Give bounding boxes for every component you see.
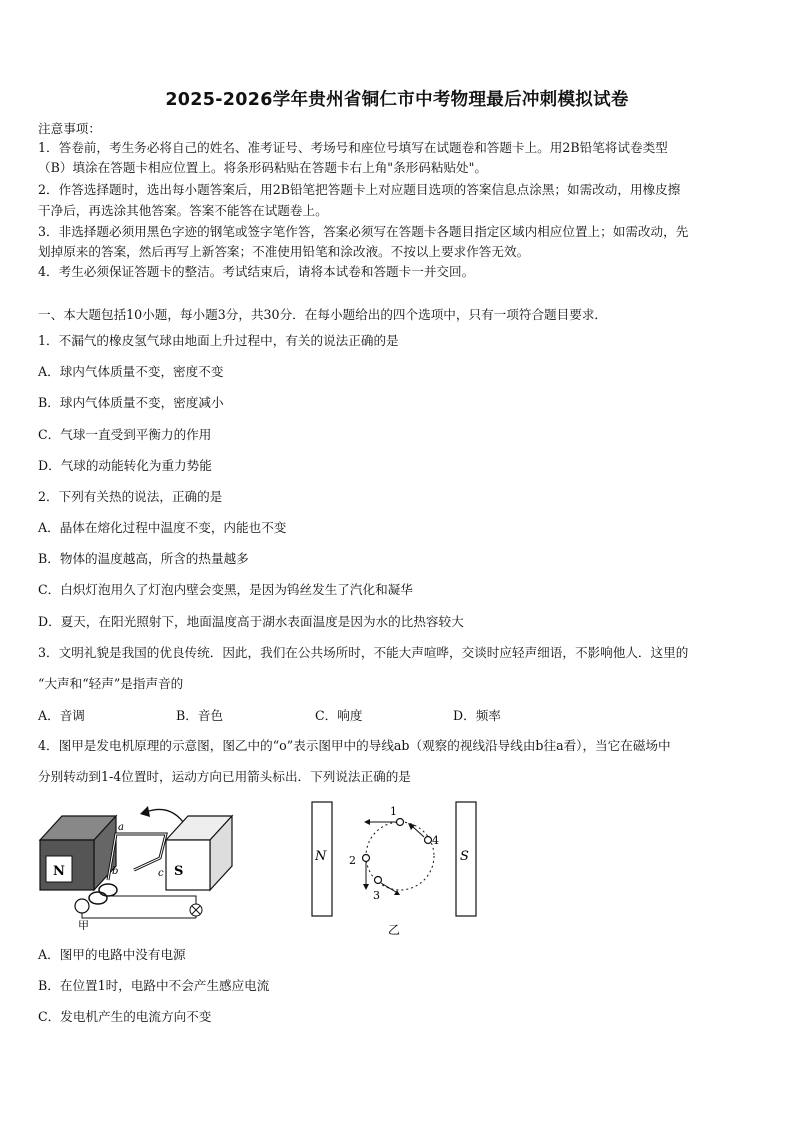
right-south-label: S — [460, 849, 469, 864]
notice-item: 2．作答选择题时，选出每小题答案后，用2B铅笔把答题卡上对应题目选项的答案信息点涂黑；如需改动，用橡皮擦 — [38, 182, 681, 197]
north-label: N — [53, 864, 65, 879]
question-3-stem: 3．文明礼貌是我国的优良传统．因此，我们在公共场所时，不能大声喧哗，交谈时应轻声细语，不影响他人．这里的 — [38, 645, 689, 660]
position-2 — [363, 855, 370, 862]
position-3-label: 3 — [373, 889, 380, 902]
question-2-stem: 2．下列有关热的说法，正确的是 — [38, 489, 223, 504]
section-heading: 一、本大题包括10小题，每小题3分，共30分．在每小题给出的四个选项中，只有一项符合题目要求． — [38, 307, 608, 322]
q2-option-d: D．夏天，在阳光照射下，地面温度高于湖水表面温度是因为水的比热容较大 — [38, 614, 464, 629]
notice-item: （B）填涂在答题卡相应位置上。将条形码粘贴在答题卡右上角"条形码粘贴处"。 — [38, 160, 488, 175]
q4-option-c: C．发电机产生的电流方向不变 — [38, 1009, 212, 1024]
notice-item: 4．考生必须保证答题卡的整洁。考试结束后，请将本试卷和答题卡一并交回。 — [38, 264, 475, 279]
q2-option-b: B．物体的温度越高，所含的热量越多 — [38, 551, 249, 566]
label-c: c — [158, 868, 164, 879]
notice-item: 划掉原来的答案，然后再写上新答案；不准使用铅笔和涂改液。不按以上要求作答无效。 — [38, 244, 530, 259]
q1-option-c: C．气球一直受到平衡力的作用 — [38, 427, 212, 442]
figure-caption-yi: 乙 — [388, 923, 401, 937]
right-north-label: N — [315, 849, 327, 864]
q2-option-a: A．晶体在熔化过程中温度不变，内能也不变 — [38, 520, 287, 535]
position-4 — [425, 837, 432, 844]
q4-option-b: B．在位置1时，电路中不会产生感应电流 — [38, 978, 270, 993]
notice-item: 3．非选择题必须用黑色字迹的钢笔或签字笔作答，答案必须写在答题卡各题目指定区域内相应位置上；如需改动，先 — [38, 224, 689, 239]
generator-diagram-figure — [36, 798, 252, 930]
slip-ring — [99, 884, 117, 896]
notice-heading: 注意事项： — [38, 121, 101, 136]
question-4-stem-cont: 分别转动到1-4位置时，运动方向已用箭头标出．下列说法正确的是 — [38, 769, 411, 784]
label-b: b — [112, 866, 119, 877]
label-a: a — [118, 822, 124, 833]
q1-option-d: D．气球的动能转化为重力势能 — [38, 458, 212, 473]
rotation-positions-figure — [304, 796, 494, 938]
position-1-label: 1 — [390, 805, 397, 818]
figure-caption-jia: 甲 — [78, 919, 89, 930]
question-1-stem: 1．不漏气的橡皮氢气球由地面上升过程中，有关的说法正确的是 — [38, 333, 399, 348]
q3-option-a: A．音调 — [38, 708, 85, 723]
brush — [75, 899, 89, 913]
question-4-stem: 4．图甲是发电机原理的示意图，图乙中的“o”表示图甲中的导线ab（观察的视线沿导线由b往a看），当它在磁场中 — [38, 738, 671, 753]
q1-option-a: A．球内气体质量不变，密度不变 — [38, 364, 224, 379]
position-3 — [375, 877, 382, 884]
q1-option-b: B．球内气体质量不变，密度减小 — [38, 395, 224, 410]
position-1 — [397, 819, 404, 826]
page-title: 2025-2026学年贵州省铜仁市中考物理最后冲刺模拟试卷 — [165, 90, 629, 110]
south-label: S — [174, 864, 184, 879]
position-2-label: 2 — [349, 854, 356, 867]
q3-option-c: C．响度 — [315, 708, 363, 723]
notice-item: 1．答卷前，考生务必将自己的姓名、准考证号、考场号和座位号填写在试题卷和答题卡上。用2B铅笔将试卷类型 — [38, 140, 668, 155]
notice-item: 干净后，再选涂其他答案。答案不能答在试题卷上。 — [38, 203, 328, 218]
position-4-label: 4 — [432, 834, 439, 847]
question-3-stem-cont: “大声和“轻声”是指声音的 — [38, 676, 184, 691]
q3-option-d: D．频率 — [453, 708, 501, 723]
rotation-arrow-icon — [146, 809, 186, 826]
q3-option-b: B．音色 — [176, 708, 224, 723]
q4-option-a: A．图甲的电路中没有电源 — [38, 947, 186, 962]
q2-option-c: C．白炽灯泡用久了灯泡内壁会变黑，是因为钨丝发生了汽化和凝华 — [38, 582, 413, 597]
